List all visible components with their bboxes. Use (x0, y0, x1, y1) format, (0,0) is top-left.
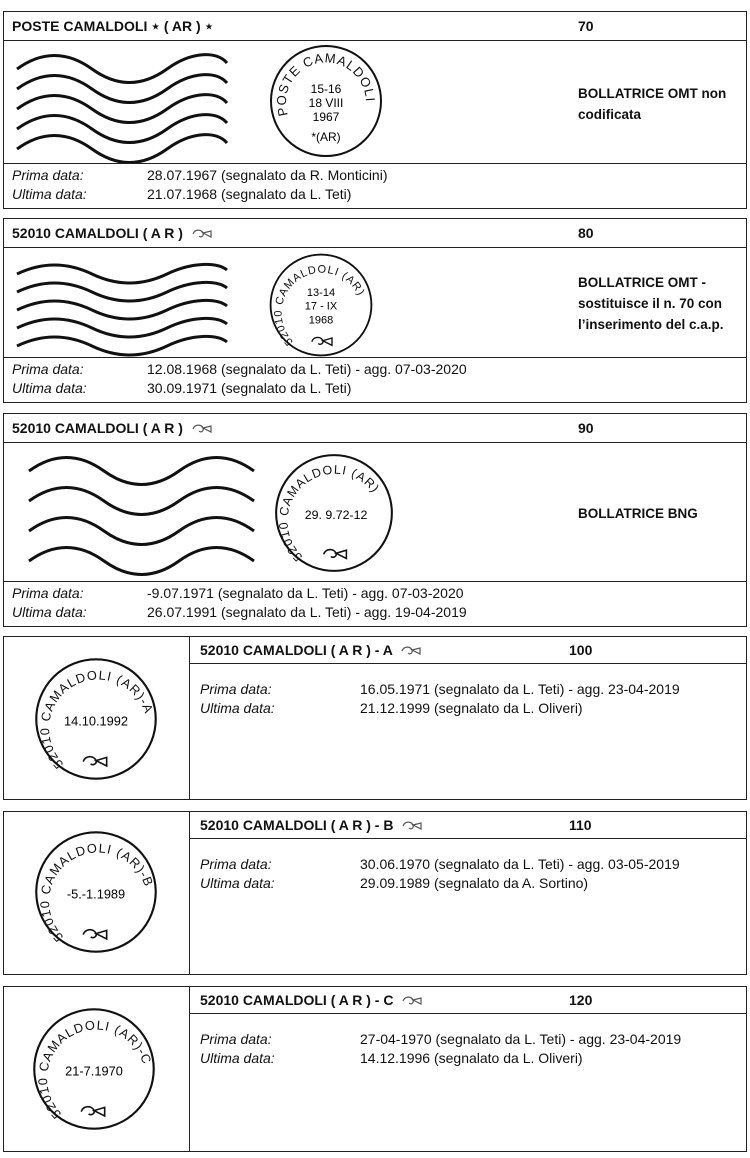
stamp-line2: 17 - IX (304, 300, 338, 313)
stamp-arc-text: 52010 CAMALDOLI (AR) (276, 462, 383, 565)
posthorn-icon (191, 423, 213, 435)
postmark-stamp (32, 655, 160, 783)
stamp-arc-text: 52010 CAMALDOLI (AR)-C (34, 1017, 155, 1122)
entry-title-text: 52010 CAMALDOLI ( A R ) (12, 225, 183, 241)
entry-number: 90 (578, 420, 594, 436)
prima-label: Prima data: (200, 681, 272, 697)
postmark-stamp (266, 250, 376, 360)
entry-number: 70 (578, 18, 594, 34)
stamp-line1: 13-14 (306, 286, 336, 299)
entry-illustration (4, 443, 746, 582)
posthorn-icon (324, 550, 347, 559)
stamp-arc-text: 52010 CAMALDOLI (AR)-B (36, 840, 157, 945)
stamp-arc-text: 52010 CAMALDOLI (AR) (272, 263, 367, 348)
ultima-value: 21.07.1968 (segnalato da L. Teti) (147, 186, 352, 202)
wavy-cancellation-lines (12, 258, 242, 358)
wavy-cancellation-lines (24, 449, 264, 579)
entry-header (190, 987, 746, 1014)
entry-70 (3, 11, 747, 209)
prima-label: Prima data: (12, 167, 84, 183)
prima-value: 28.07.1967 (segnalato da R. Monticini) (147, 167, 388, 183)
ultima-value: 21.12.1999 (segnalato da L. Oliveri) (360, 700, 583, 716)
entry-dates (4, 581, 746, 626)
ultima-label: Ultima data: (200, 700, 275, 716)
prima-value: 16.05.1971 (segnalato da L. Teti) - agg. 23-04-2019 (360, 681, 680, 697)
entry-title-text: 52010 CAMALDOLI ( A R ) (12, 420, 183, 436)
posthorn-icon (83, 757, 106, 766)
prima-label: Prima data: (200, 856, 272, 872)
ultima-label: Ultima data: (12, 186, 87, 202)
entry-title: POSTE CAMALDOLI ⋆ ( AR ) ⋆ (12, 18, 214, 34)
entry-title (200, 642, 422, 658)
entry-title-text: 52010 CAMALDOLI ( A R ) - A (200, 642, 393, 658)
entry-note: BOLLATRICE BNG (578, 506, 698, 521)
entry-illustration (4, 812, 190, 974)
entry-illustration (4, 41, 746, 163)
entry-title (200, 817, 423, 833)
entry-header (190, 637, 746, 664)
posthorn-icon (400, 645, 422, 657)
entry-header (190, 812, 746, 839)
entry-note: BOLLATRICE OMT non codificata (578, 86, 727, 122)
stamp-line3: 1968 (308, 314, 334, 327)
prima-label: Prima data: (200, 1031, 272, 1047)
posthorn-icon (401, 995, 423, 1007)
ultima-label: Ultima data: (12, 604, 87, 620)
prima-value: -9.07.1971 (segnalato da L. Teti) - agg. 07-03-2020 (147, 585, 464, 601)
postmark-stamp (32, 828, 160, 956)
entry-number: 100 (569, 642, 593, 658)
entry-title (12, 420, 213, 436)
stamp-bottom: *(AR) (311, 130, 341, 144)
entry-title-text: 52010 CAMALDOLI ( A R ) - B (200, 817, 394, 833)
entry-number: 120 (569, 992, 593, 1008)
postmark-stamp (272, 451, 396, 575)
entry-number: 110 (569, 817, 592, 833)
posthorn-icon (191, 228, 213, 240)
ultima-value: 29.09.1989 (segnalato da A. Sortino) (360, 875, 589, 891)
entry-illustration (4, 248, 746, 358)
posthorn-icon (83, 930, 106, 939)
entry-90 (3, 413, 747, 627)
stamp-line1: 29. 9.72-12 (304, 508, 368, 523)
prima-value: 12.08.1968 (segnalato da L. Teti) - agg. 07-03-2020 (147, 361, 467, 377)
entry-title-text: 52010 CAMALDOLI ( A R ) - C (200, 992, 394, 1008)
entry-header (4, 414, 746, 443)
entry-illustration (4, 637, 190, 799)
stamp-line2: 18 VIII (308, 96, 344, 110)
prima-label: Prima data: (12, 585, 84, 601)
ultima-label: Ultima data: (12, 380, 87, 396)
entry-dates (4, 163, 746, 208)
ultima-value: 14.12.1996 (segnalato da L. Oliveri) (360, 1050, 583, 1066)
entry-title (12, 225, 213, 241)
entry-110 (3, 811, 747, 975)
entry-title (200, 992, 423, 1008)
entry-number: 80 (578, 225, 594, 241)
posthorn-icon (401, 820, 423, 832)
entry-header (4, 219, 746, 248)
entry-120 (3, 986, 747, 1152)
postmark-stamp (30, 1005, 158, 1133)
prima-value: 30.06.1970 (segnalato da L. Teti) - agg. 03-05-2019 (360, 856, 680, 872)
prima-label: Prima data: (12, 361, 84, 377)
ultima-value: 30.09.1971 (segnalato da L. Teti) (147, 380, 352, 396)
entry-note: BOLLATRICE OMT - sostituisce il n. 70 con l’inserimento del c.a.p. (578, 275, 724, 332)
stamp-line1: -5.-1.1989 (66, 886, 126, 902)
stamp-line1: 15-16 (310, 82, 342, 96)
entry-80 (3, 218, 747, 403)
ultima-label: Ultima data: (200, 875, 275, 891)
entry-illustration (4, 987, 190, 1151)
prima-value: 27-04-1970 (segnalato da L. Teti) - agg. 23-04-2019 (360, 1031, 682, 1047)
entry-100 (3, 636, 747, 800)
stamp-arc-text: POSTE CAMALDOLI (273, 50, 379, 118)
stamp-line1: 14.10.1992 (63, 713, 129, 729)
stamp-line3: 1967 (312, 110, 340, 124)
posthorn-icon (81, 1107, 104, 1116)
entry-header (4, 12, 746, 41)
postmark-stamp (266, 41, 386, 161)
ultima-value: 26.07.1991 (segnalato da L. Teti) - agg. 19-04-2019 (147, 604, 467, 620)
wavy-cancellation-lines (12, 51, 242, 161)
entry-dates (4, 357, 746, 402)
stamp-arc-text: 52010 CAMALDOLI (AR)-A (36, 667, 157, 772)
ultima-label: Ultima data: (200, 1050, 275, 1066)
posthorn-icon (312, 337, 332, 345)
stamp-line1: 21-7.1970 (65, 1063, 123, 1079)
